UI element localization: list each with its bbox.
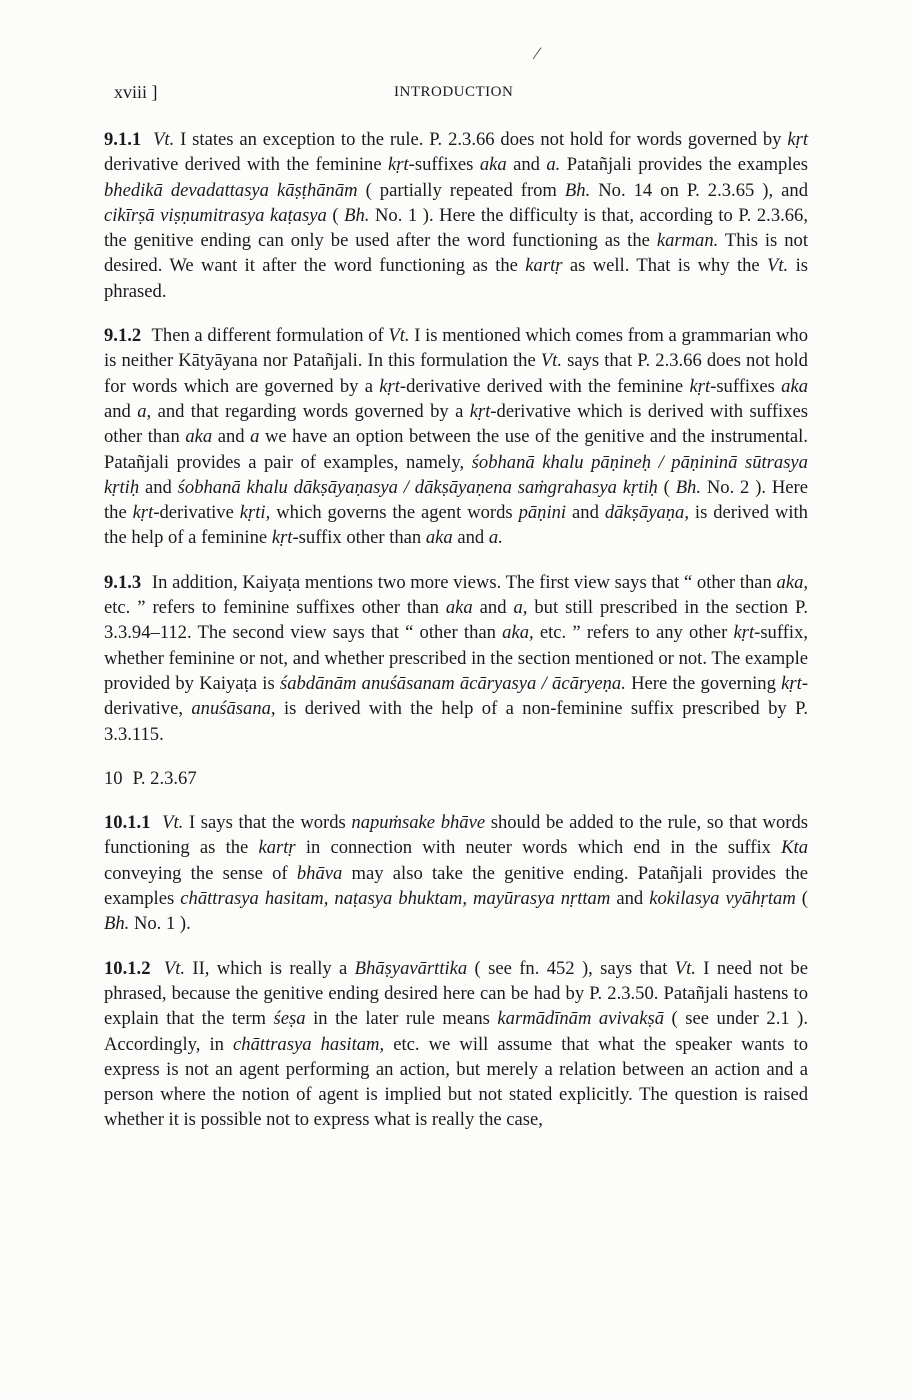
- section-rule: P. 2.3.67: [132, 767, 197, 789]
- section-number: 9.1.2: [104, 325, 142, 347]
- page-body: [104, 127, 808, 1152]
- pencil-mark: [533, 47, 547, 62]
- running-header: [114, 82, 814, 104]
- section-number: 10.1.2: [104, 957, 151, 979]
- section-number: 10.1.1: [104, 812, 151, 834]
- section-number: 9.1.3: [104, 571, 142, 593]
- paragraph-10-1-2: 10.1.2 Vt. II, which is really a Bhāṣyavārttika ( see fn. 452 ), says that Vt. I need not be phrased, because the genitive ending desired here can be had by P. 2.3.50. Patañjali hastens to explain that the term śeṣa in the later rule means karmādīnām avivakṣā ( see under 2.1 ). Accordingly, in chāttrasya hasitam, etc. we will assume that what the speaker wants to express is not an agent performing an action, but merely a relation between an action and a person where the notion of agent is implied but not stated explicitly. The question is raised whether it is possible not to express what is really the case,: [104, 957, 809, 1131]
- running-title: INTRODUCTION: [394, 84, 514, 100]
- paragraph-9-1-3: 9.1.3 In addition, Kaiyaṭa mentions two more views. The first view says that “ other than aka, etc. ” refers to feminine suffixes other than aka and a, but still prescribed in the section P. 3.3.94–112. The second view says that “ other than aka, etc. ” refers to any other kṛt-suffix, whether feminine or not, and whether prescribed in the section mentioned or not. The example provided by Kaiyaṭa is śabdānām anuśāsanam ācāryasya / ācāryeṇa. Here the governing kṛt-derivative, anuśāsana, is derived with the help of a non-feminine suffix prescribed by P. 3.3.115.: [104, 571, 809, 745]
- paragraph-10-1-1: 10.1.1 Vt. I says that the words napuṁsake bhāve should be added to the rule, so that words functioning as the kartṛ in connection with neuter words which end in the suffix Kta conveying the sense of bhāva may also take the genitive ending. Patañjali provides the examples chāttrasya hasitam, naṭasya bhuktam, mayūrasya nṛttam and kokilasya vyāhṛtam ( Bh. No. 1 ).: [104, 812, 808, 935]
- page-number: xviii ]: [114, 82, 158, 102]
- paragraph-9-1-2: 9.1.2 Then a different formulation of Vt. I is mentioned which comes from a grammarian who is neither Kātyāyana nor Patañjali. In this formulation the Vt. says that P. 2.3.66 does not hold for words which are governed by a kṛt-derivative derived with the feminine kṛt-suffixes aka and a, and that regarding words governed by a kṛt-derivative which is derived with suffixes other than aka and a we have an option between the use of the genitive and the instrumental. Patañjali provides a pair of examples, namely, śobhanā khalu pāṇineḥ / pāṇininā sūtrasya kṛtiḥ and śobhanā khalu dākṣāyaṇasya / dākṣāyaṇena saṁgrahasya kṛtiḥ ( Bh. No. 2 ). Here the kṛt-derivative kṛti, which governs the agent words pāṇini and dākṣāyaṇa, is derived with the help of a feminine kṛt-suffix other than aka and a.: [104, 325, 808, 549]
- section-number: 10: [104, 767, 123, 789]
- section-heading-10: [104, 766, 808, 791]
- section-number: 9.1.1: [104, 129, 142, 150]
- paragraph-9-1-1: 9.1.1 Vt. I states an exception to the rule. P. 2.3.66 does not hold for words governed by kṛt derivative derived with the feminine kṛt-suffixes aka and a. Patañjali provides the examples bhedikā devadattasya kāṣṭhānām ( partially repeated from Bh. No. 14 on P. 2.3.65 ), and cikīrṣā viṣṇumitrasya kaṭasya ( Bh. No. 1 ). Here the difficulty is that, according to P. 2.3.66, the genitive ending can only be used after the word functioning as the karman. This is not desired. We want it after the word functioning as the kartṛ as well. That is why the Vt. is phrased.: [104, 129, 809, 302]
